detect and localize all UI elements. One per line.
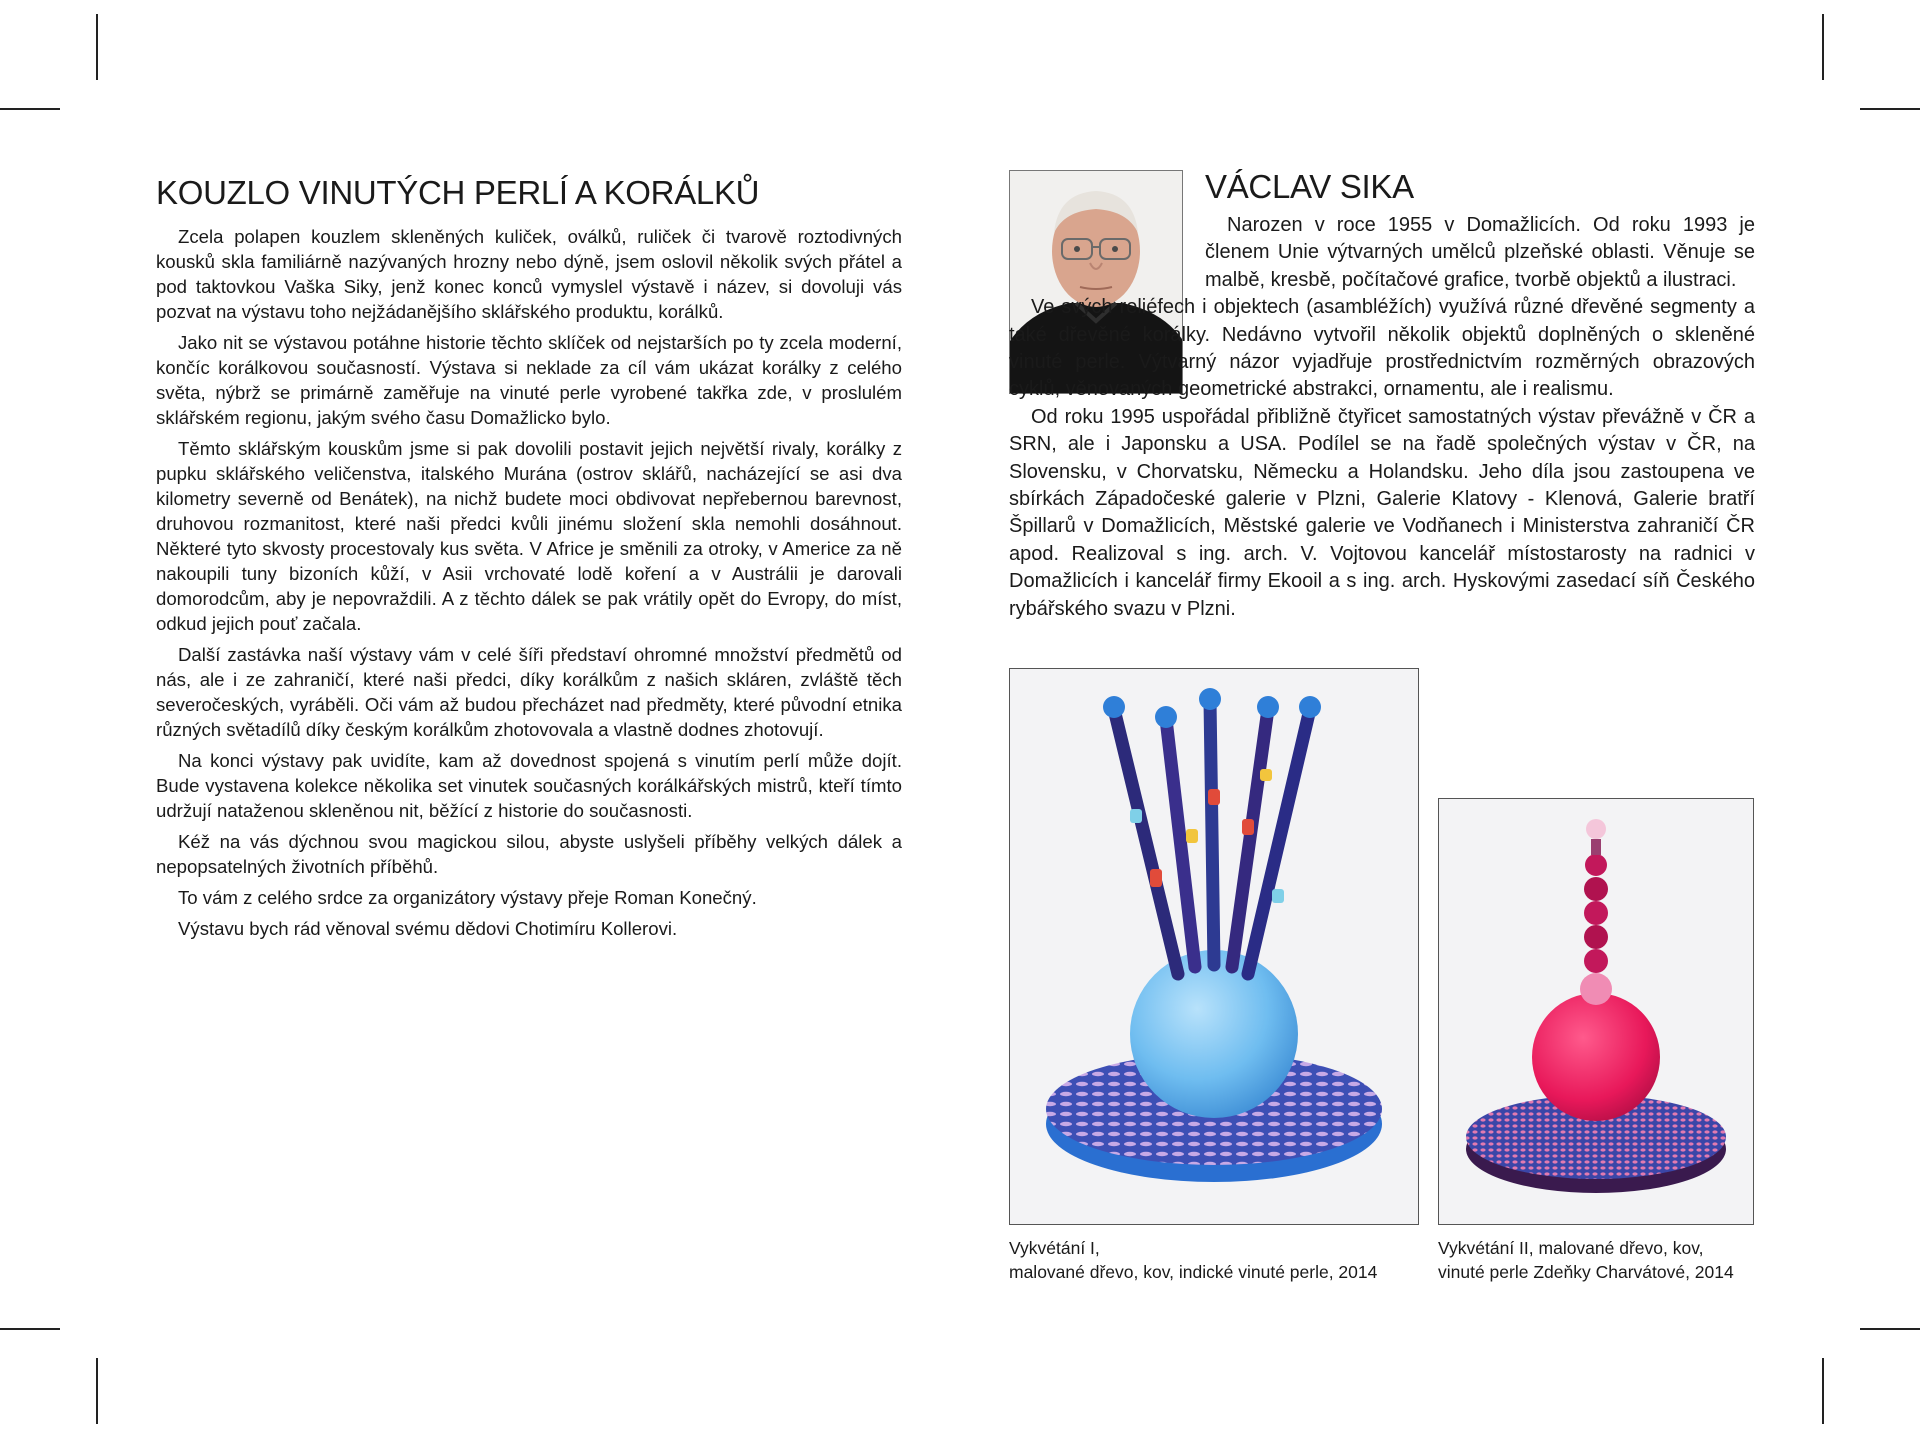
sculpture-illustration-1 [1010, 669, 1418, 1224]
crop-mark-top-right-vertical [1822, 14, 1824, 80]
left-article [156, 174, 902, 947]
left-paragraph-7: To vám z celého srdce za organizátory výstavy přeje Roman Konečný. [178, 887, 757, 908]
bio-paragraph-1: Narozen v roce 1955 v Domažlicích. Od roku 1993 je členem Unie výtvarných umělců plzeňské oblasti. Věnuje se malbě, kresbě, počítačové grafice, tvorbě objektů a ilustraci. [1205, 214, 1755, 291]
artwork-photo-vykvetani-1 [1009, 668, 1419, 1225]
crop-mark-bottom-left-horizontal [0, 1328, 60, 1330]
artwork-photo-vykvetani-2 [1438, 798, 1754, 1225]
artist-bio [1009, 212, 1755, 623]
left-paragraph-3: Těmto sklářským kouskům jsme si pak dovolili postavit jejich největší rivaly, korálky z pupku sklářského veličenstva, italského Murána (ostrov sklářů, nacházející se asi dva kilometry severně od Benátek), na nichž budete moci obdivovat nepřebernou barevnost, druhovou rozmanitost, které naši předci kvůli jinému složení skla nemohli dosáhnout. Některé tyto skvosty procestovaly kus světa. V Africe je směnili za otroky, v Americe za ně nakoupili tuny bizoních kůží, v Asii vrchovaté lodě koření a v Austrálii je darovali domorodcům, aby je nepovraždili. A z těchto dálek se pak vrátily opět do Evropy, do míst, odkud jejich pouť začala. [156, 438, 902, 634]
crop-mark-top-left-vertical [96, 14, 98, 80]
left-paragraph-1: Zcela polapen kouzlem skleněných kuliček, oválků, ruliček či tvarově roztodivných kousků skla familiárně nazývaných hrozny nebo dýně, jsem oslovil několik svých přátel a pod taktovkou Vaška Siky, jenž konec konců vymyslel výstavě i název, si dovoluji vás pozvat na výstavu toho nejžádanějšího sklářského produktu, korálků. [156, 226, 902, 322]
bio-paragraph-2: Ve svých reliéfech i objektech (asambléžích) využívá různé dřevěné segmenty a také dřevěné korálky. Nedávno vytvořil několik objektů doplněných o skleněné vinuté perle. Výtvarný názor vyjadřuje prostřednictvím rozměrných obrazových cyklů, věnovaných geometrické abstrakci, ornamentu, ale i realismu. [1009, 296, 1755, 401]
sculpture-illustration-2 [1439, 799, 1753, 1224]
caption-1-line-2: malované dřevo, kov, indické vinuté perle, 2014 [1009, 1262, 1378, 1282]
crop-mark-top-left-horizontal [0, 108, 60, 110]
bio-paragraph-3: Od roku 1995 uspořádal přibližně čtyřicet samostatných výstav převážně v ČR a SRN, ale i Japonsku a USA. Podílel se na řadě společných výstav v ČR, na Slovensku, v Chorvatsku, Německu a Holandsku. Jeho díla jsou zastoupena ve sbírkách Západočeské galerie v Plzni, Galerie Klatovy - Klenová, Galerie bratří Špillarů v Domažlicích, Městské galerie ve Vodňanech i Ministerstva zahraničí ČR apod. Realizoval s ing. arch. V. Vojtovou kancelář místostarosty na radnici v Domažlicích i kancelář firmy Ekooil a s ing. arch. Hyskovými zasedací síň Českého rybářského svazu v Plzni. [1009, 405, 1755, 620]
crop-mark-bottom-right-horizontal [1860, 1328, 1920, 1330]
caption-vykvetani-2 [1438, 1236, 1768, 1284]
caption-1-line-1: Vykvétání I, [1009, 1238, 1100, 1258]
caption-vykvetani-1 [1009, 1236, 1429, 1284]
left-paragraph-5: Na konci výstavy pak uvidíte, kam až dovednost spojená s vinutím perlí může dojít. Bude vystavena kolekce několika set vinutek současných korálkářských mistrů, kteří tímto udržují nataženou skleněnou nit, běžící z historie do současnosti. [156, 750, 902, 821]
crop-mark-bottom-left-vertical [96, 1358, 98, 1424]
crop-mark-bottom-right-vertical [1822, 1358, 1824, 1424]
crop-mark-top-right-horizontal [1860, 108, 1920, 110]
left-paragraph-6: Kéž na vás dýchnou svou magickou silou, abyste uslyšeli příběhy velkých dálek a nepopsatelných životních příběhů. [156, 831, 902, 877]
caption-2-line-2: vinuté perle Zdeňky Charvátové, 2014 [1438, 1262, 1734, 1282]
caption-2-line-1: Vykvétání II, malované dřevo, kov, [1438, 1238, 1704, 1258]
left-article-title: KOUZLO VINUTÝCH PERLÍ A KORÁLKŮ [156, 174, 760, 211]
left-paragraph-4: Další zastávka naší výstavy vám v celé šíři představí ohromné množství předmětů od nás, ale i ze zahraničí, které naši předci, díky korálkům z našich skláren, zvláště těch severočeských, vyráběli. Oči vám až budou přecházet nad předměty, které původní etnika různých světadílů díky českým korálkům zhotovovala a vlastně dodnes zhotovují. [156, 644, 902, 740]
left-paragraph-8: Výstavu bych rád věnoval svému dědovi Chotimíru Kollerovi. [178, 918, 678, 939]
left-paragraph-2: Jako nit se výstavou potáhne historie těchto sklíček od nejstarších po ty zcela moderní, končíc korálkovou současností. Výstava si neklade za cíl vám ukázat korálky z celého světa, nýbrž se primárně zaměřuje na vinuté perle vyrobené takřka zde, v proslulém sklářském regionu, jakým svého času Domažlicko bylo. [156, 332, 902, 428]
artist-name-title: VÁCLAV SIKA [1205, 168, 1414, 205]
